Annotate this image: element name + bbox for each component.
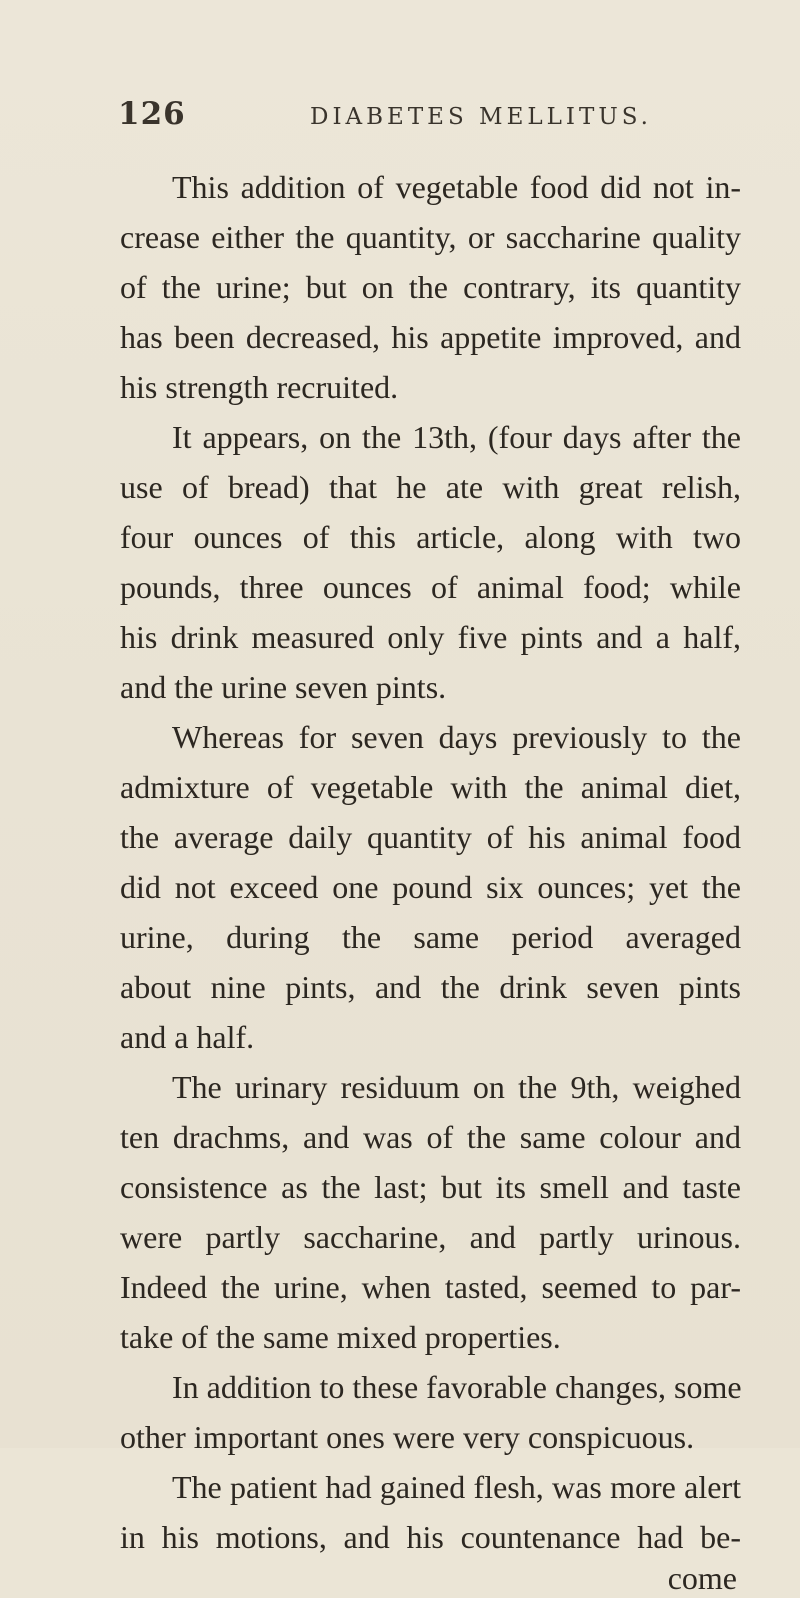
text-line: Whereas for seven days previously to the <box>172 719 741 755</box>
text-line: take of the same mixed properties. <box>120 1319 561 1355</box>
text-line: crease either the quantity, or saccharine quality <box>120 219 741 255</box>
text-line: It appears, on the 13th, (four days after the <box>172 419 741 455</box>
text-line: The patient had gained flesh, was more alert <box>172 1469 741 1505</box>
page-header <box>118 96 758 140</box>
text-line: four ounces of this article, along with two <box>120 519 741 555</box>
text-line: were partly saccharine, and partly urinous. <box>120 1219 741 1255</box>
text-line: did not exceed one pound six ounces; yet the <box>120 869 741 905</box>
text-line: and the urine seven pints. <box>120 669 447 705</box>
text-line: The urinary residuum on the 9th, weighed <box>172 1069 741 1105</box>
text-line: of the urine; but on the contrary, its quantity <box>120 269 741 305</box>
text-line: use of bread) that he ate with great relish, <box>120 469 741 505</box>
text-line: urine, during the same period averaged <box>120 919 741 955</box>
text-line: consistence as the last; but its smell and taste <box>120 1169 741 1205</box>
catchword: come <box>667 1560 737 1596</box>
page-number: 126 <box>118 96 186 132</box>
text-line: Indeed the urine, when tasted, seemed to par- <box>120 1269 741 1305</box>
text-line: has been decreased, his appetite improved, and <box>120 319 741 355</box>
text-line: In addition to these favorable changes, some <box>172 1369 742 1405</box>
running-head: DIABETES MELLITUS. <box>310 104 652 130</box>
text-line: his drink measured only five pints and a half, <box>120 619 741 655</box>
text-line: and a half. <box>120 1019 255 1055</box>
text-line: about nine pints, and the drink seven pints <box>120 969 741 1005</box>
text-line: his strength recruited. <box>120 369 399 405</box>
text-line: in his motions, and his countenance had be- <box>120 1519 741 1555</box>
text-line: admixture of vegetable with the animal diet, <box>120 769 741 805</box>
text-line: other important ones were very conspicuous. <box>120 1419 695 1455</box>
text-line: This addition of vegetable food did not in- <box>172 169 741 205</box>
text-line: ten drachms, and was of the same colour and <box>120 1119 741 1155</box>
text-line: the average daily quantity of his animal food <box>120 819 741 855</box>
text-line: pounds, three ounces of animal food; while <box>120 569 741 605</box>
